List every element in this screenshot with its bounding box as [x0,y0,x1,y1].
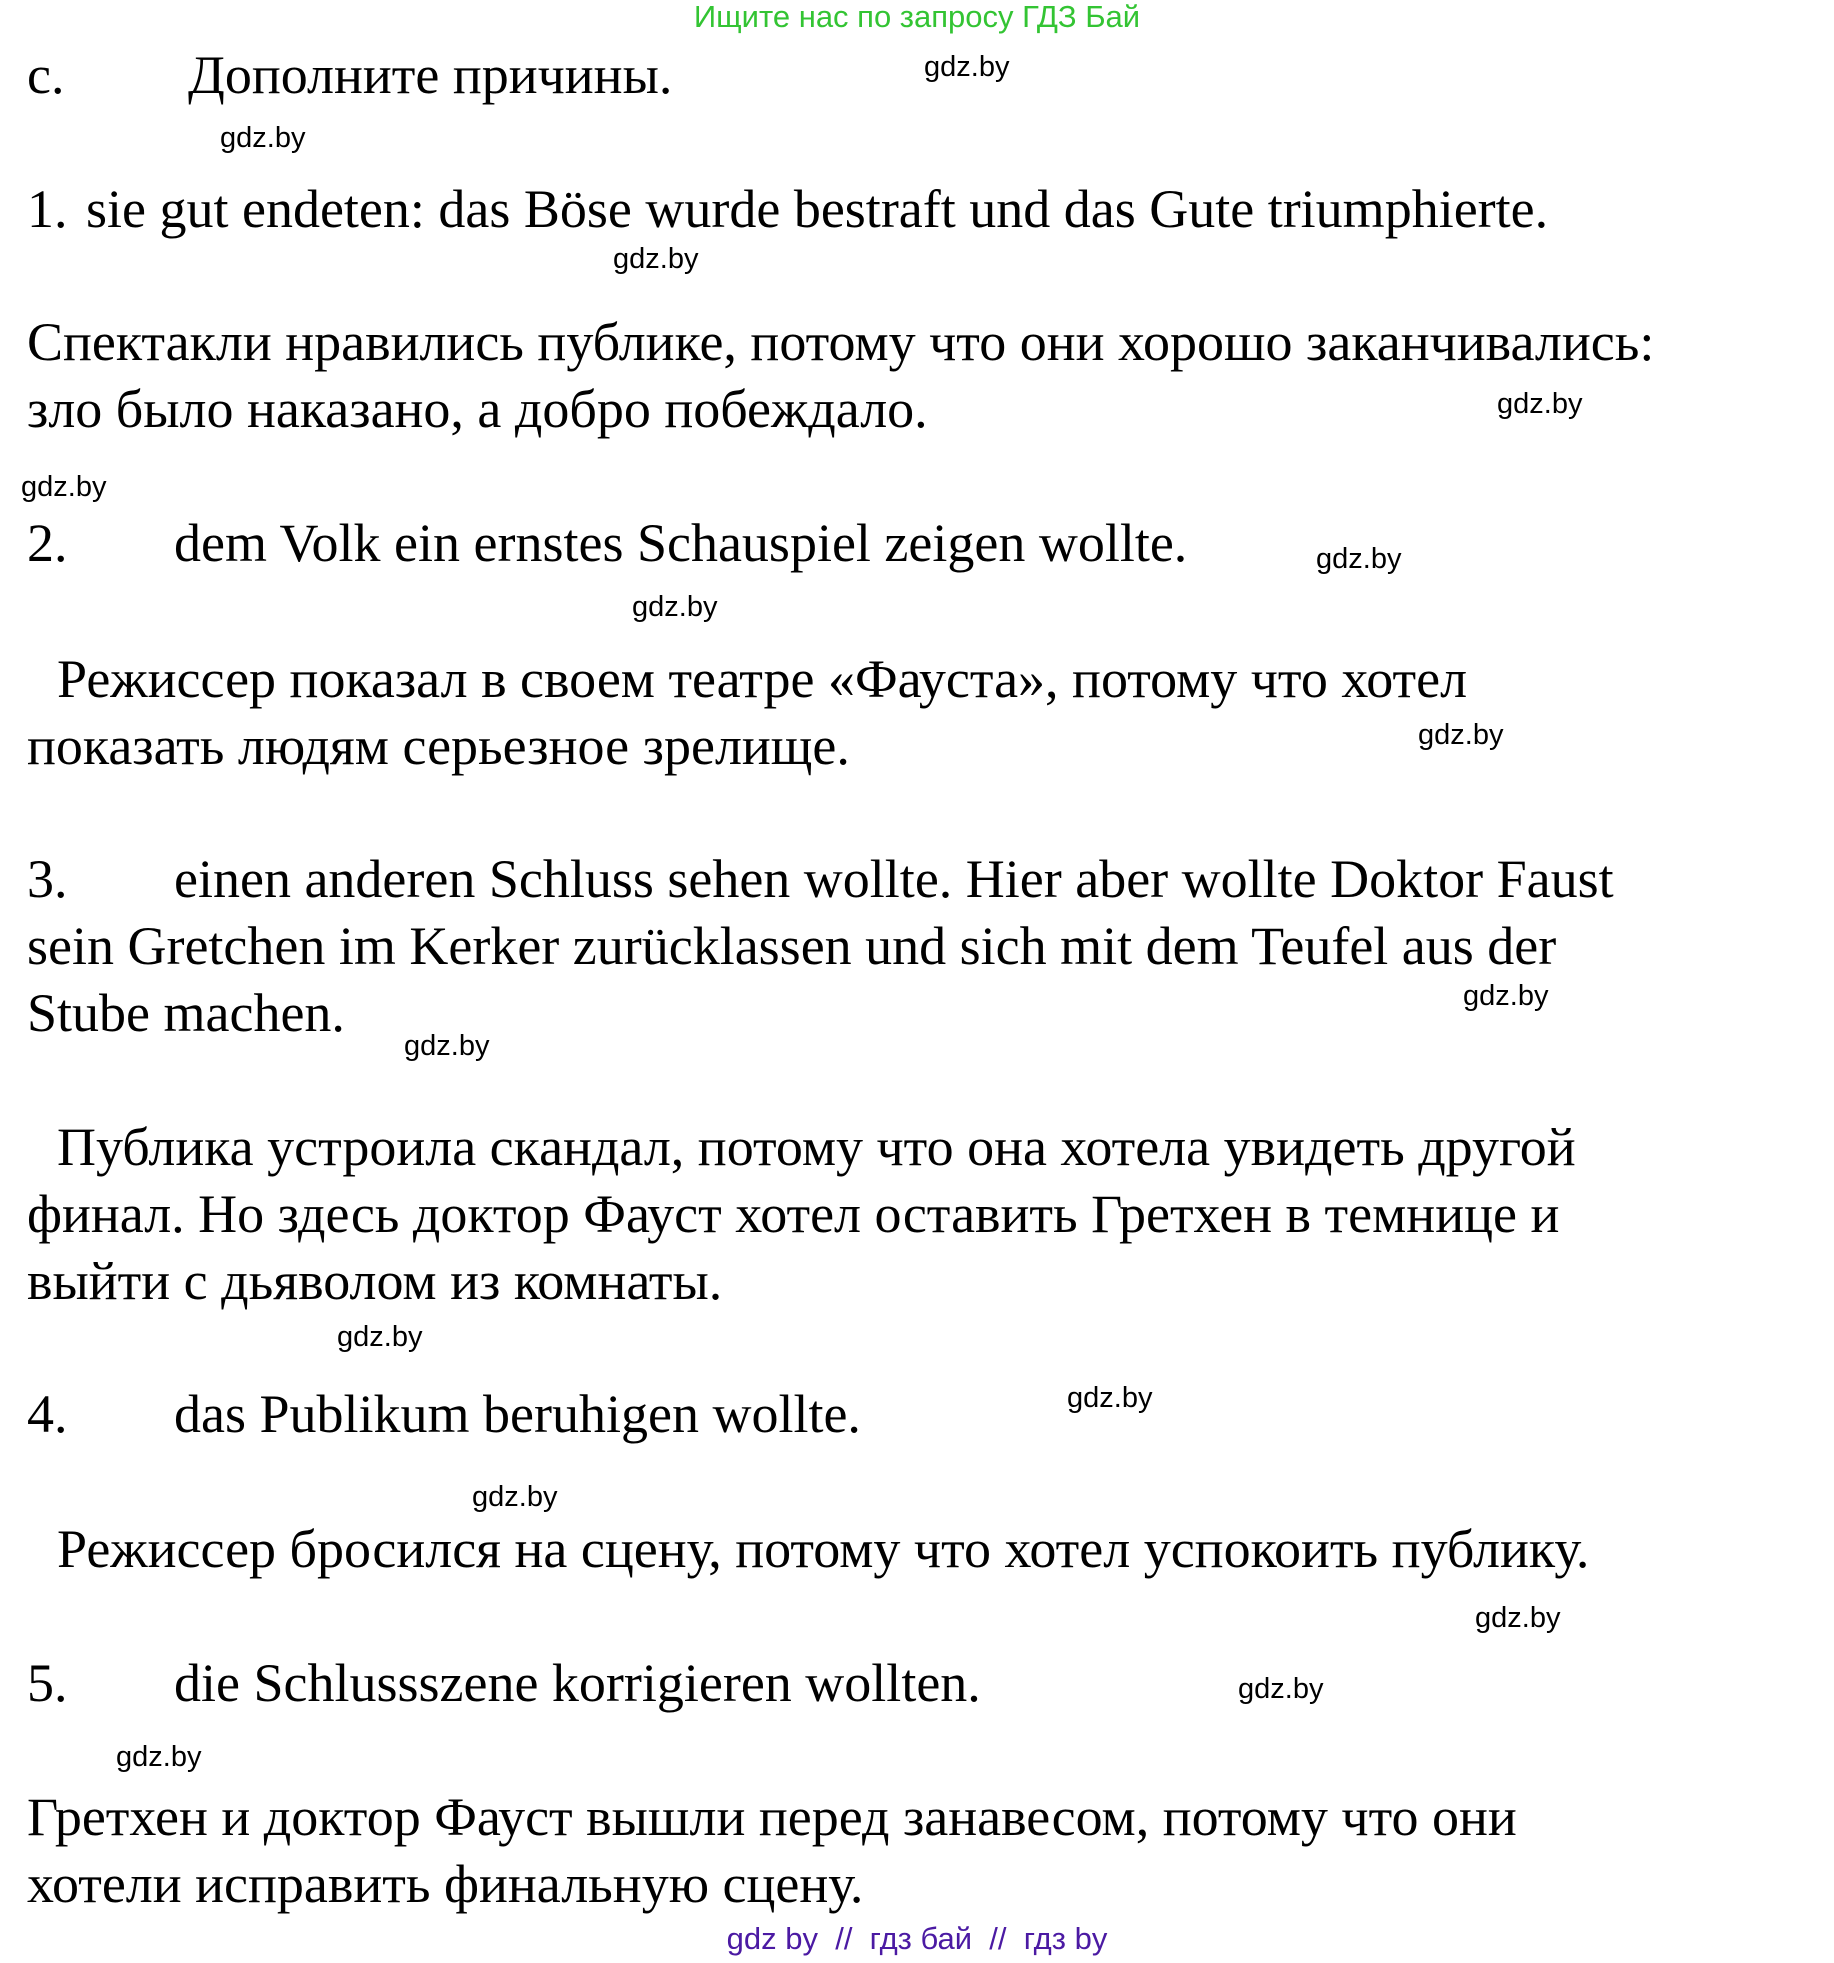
item-3-russian-line-2: финал. Но здесь доктор Фауст хотел оставить Гретхен в темнице и [27,1184,1560,1244]
footer-links: gdz by // гдз бай // гдз by [726,1921,1108,1956]
watermark: gdz.by [472,1481,558,1513]
item-5-russian-line-1: Гретхен и доктор Фауст вышли перед занавесом, потому что они [27,1787,1517,1847]
item-2-russian-line-2: показать людям серьезное зрелище. [27,716,850,776]
item-2-number: 2. [27,513,68,573]
item-3-russian-line-3: выйти с дьяволом из комнаты. [27,1251,723,1311]
task-letter: c. [27,45,65,105]
item-5-number: 5. [27,1653,68,1713]
item-2-german: dem Volk ein ernstes Schauspiel zeigen wollte. [174,513,1188,573]
item-1-russian-line-1: Спектакли нравились публике, потому что они хорошо заканчивались: [27,312,1655,372]
watermark: gdz.by [220,122,306,154]
item-2-russian-line-1: Режиссер показал в своем театре «Фауста», потому что хотел [57,649,1468,709]
item-3-german-line-3: Stube machen. [27,983,345,1043]
watermark: gdz.by [337,1321,423,1353]
task-title: Дополните причины. [188,45,673,105]
item-4-number: 4. [27,1384,68,1444]
watermark: gdz.by [1316,543,1402,575]
watermark: gdz.by [613,243,699,275]
watermark: gdz.by [1475,1602,1561,1634]
watermark: gdz.by [1238,1673,1324,1705]
top-banner: Ищите нас по запросу ГДЗ Бай [693,0,1141,34]
item-3-russian-line-1: Публика устроила скандал, потому что она хотела увидеть другой [57,1117,1576,1177]
watermark: gdz.by [1067,1382,1153,1414]
item-1-russian-line-2: зло было наказано, а добро побеждало. [27,379,928,439]
watermark: gdz.by [924,51,1010,83]
item-4-russian-line-1: Режиссер бросился на сцену, потому что хотел успокоить публику. [57,1519,1590,1579]
item-5-russian-line-2: хотели исправить финальную сцену. [27,1854,864,1914]
item-3-german-line-1: einen anderen Schluss sehen wollte. Hier aber wollte Doktor Faust [174,849,1614,909]
item-1-german: sie gut endeten: das Böse wurde bestraft und das Gute triumphierte. [86,179,1549,239]
item-3-german-line-2: sein Gretchen im Kerker zurücklassen und sich mit dem Teufel aus der [27,916,1557,976]
watermark: gdz.by [1497,388,1583,420]
watermark: gdz.by [632,591,718,623]
item-4-german: das Publikum beruhigen wollte. [174,1384,861,1444]
watermark: gdz.by [1418,719,1504,751]
item-3-number: 3. [27,849,68,909]
watermark: gdz.by [1463,980,1549,1012]
item-1-number: 1. [27,179,68,239]
watermark: gdz.by [404,1030,490,1062]
item-5-german: die Schlussszene korrigieren wollten. [174,1653,981,1713]
watermark: gdz.by [116,1741,202,1773]
watermark: gdz.by [21,471,107,503]
